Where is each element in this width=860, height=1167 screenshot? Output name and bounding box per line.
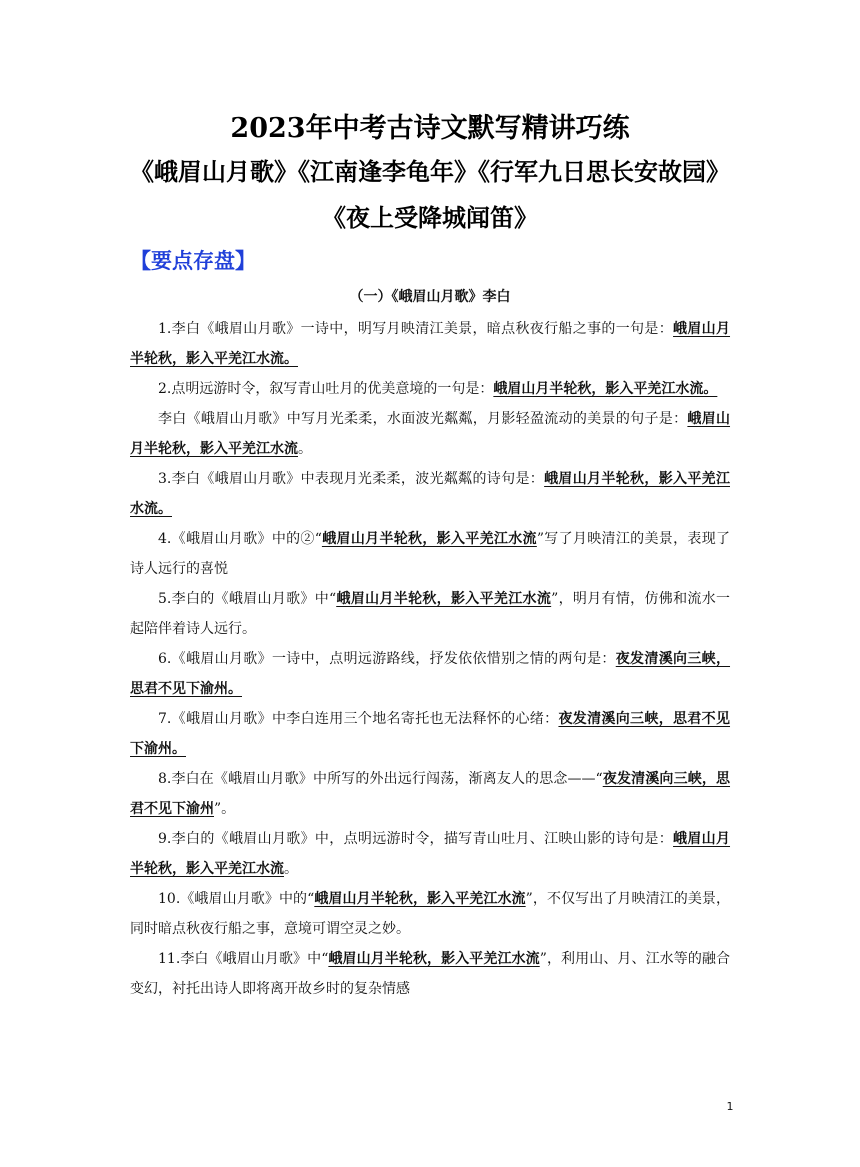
item-text-after: 。	[298, 441, 312, 457]
item-text: 9.李白的《峨眉山月歌》中，点明远游时令，描写青山吐月、江映山影的诗句是：	[158, 831, 674, 847]
exercise-list	[130, 314, 730, 1004]
item-answer: 峨眉山月半轮秋，影入平羌江水流。	[130, 471, 730, 517]
item-text: 2.点明远游时令，叙写青山吐月的优美意境的一句是：	[158, 381, 494, 397]
item-answer: 峨眉山月半轮秋，影入平羌江水流。	[130, 321, 731, 367]
item-text: 5.李白的《峨眉山月歌》中“	[158, 591, 337, 607]
item-answer: 夜发清溪向三峡，思君不见下渝州。	[130, 651, 731, 697]
item-answer: 峨眉山月半轮秋，影入平羌江水流	[328, 951, 540, 967]
item-answer: 夜发清溪向三峡，思君不见下渝州	[130, 771, 731, 817]
item-answer: 峨眉山月半轮秋，影入平羌江水流	[314, 891, 526, 907]
exercise-item	[130, 764, 730, 824]
exercise-item	[130, 314, 730, 374]
exercise-item	[130, 884, 730, 944]
item-text-after: ”，明月有情，仿佛和流水一起陪伴着诗人远行。	[130, 591, 731, 637]
item-text-after: 。	[284, 861, 298, 877]
item-answer: 峨眉山月半轮秋，影入平羌江水流	[130, 831, 731, 877]
item-text: 李白《峨眉山月歌》中写月光柔柔，水面波光粼粼，月影轻盈流动的美景的句子是：	[158, 411, 688, 427]
item-text-after: ”，利用山、月、江水等的融合变幻，衬托出诗人即将离开故乡时的复杂情感	[130, 951, 730, 997]
exercise-item	[130, 374, 730, 404]
item-text: 10.《峨眉山月歌》中的“	[158, 891, 315, 907]
document-subtitle-line-1: 《峨眉山月歌》《江南逢李龟年》《行军九日思长安故园》	[130, 157, 730, 186]
item-answer: 峨眉山月半轮秋，影入平羌江水流	[321, 531, 537, 547]
exercise-item	[130, 404, 730, 464]
item-answer: 峨眉山月半轮秋，影入平羌江水流。	[493, 381, 718, 397]
item-answer: 峨眉山月半轮秋，影入平羌江水流	[336, 591, 552, 607]
item-text: 6.《峨眉山月歌》一诗中，点明远游路线，抒发依依惜别之情的两句是：	[158, 651, 616, 667]
document-title: 2023年中考古诗文默写精讲巧练	[230, 113, 630, 144]
section-heading: 【要点存盘】	[130, 249, 256, 273]
item-text: 3.李白《峨眉山月歌》中表现月光柔柔，波光粼粼的诗句是：	[158, 471, 545, 487]
exercise-item	[130, 524, 730, 584]
item-answer: 峨眉山月半轮秋，影入平羌江水流	[130, 411, 731, 457]
exercise-item	[130, 944, 730, 1004]
exercise-item	[130, 644, 730, 704]
document-subtitle-line-2: 《夜上受降城闻笛》	[322, 203, 538, 232]
item-text-after: ”写了月映清江的美景，表现了诗人远行的喜悦	[130, 531, 731, 577]
item-text-after: ”，不仅写出了月映清江的美景，同时暗点秋夜行船之事，意境可谓空灵之妙。	[130, 891, 731, 937]
item-text-after: ”。	[214, 801, 236, 817]
exercise-item	[130, 824, 730, 884]
exercise-item	[130, 464, 730, 524]
poem-subheading: （一）《峨眉山月歌》李白	[349, 289, 511, 305]
item-text: 1.李白《峨眉山月歌》一诗中，明写月映清江美景，暗点秋夜行船之事的一句是：	[158, 321, 674, 337]
exercise-item	[130, 584, 730, 644]
exercise-item	[130, 704, 730, 764]
item-text: 11.李白《峨眉山月歌》中“	[158, 951, 329, 967]
item-answer: 夜发清溪向三峡，思君不见下渝州。	[130, 711, 731, 757]
page-number: 1	[726, 1100, 734, 1113]
item-text: 7.《峨眉山月歌》中李白连用三个地名寄托也无法释怀的心绪：	[158, 711, 559, 727]
item-text: 8.李白在《峨眉山月歌》中所写的外出远行闯荡，渐离友人的思念——“	[158, 771, 603, 787]
item-text: 4.《峨眉山月歌》中的②“	[158, 531, 322, 547]
